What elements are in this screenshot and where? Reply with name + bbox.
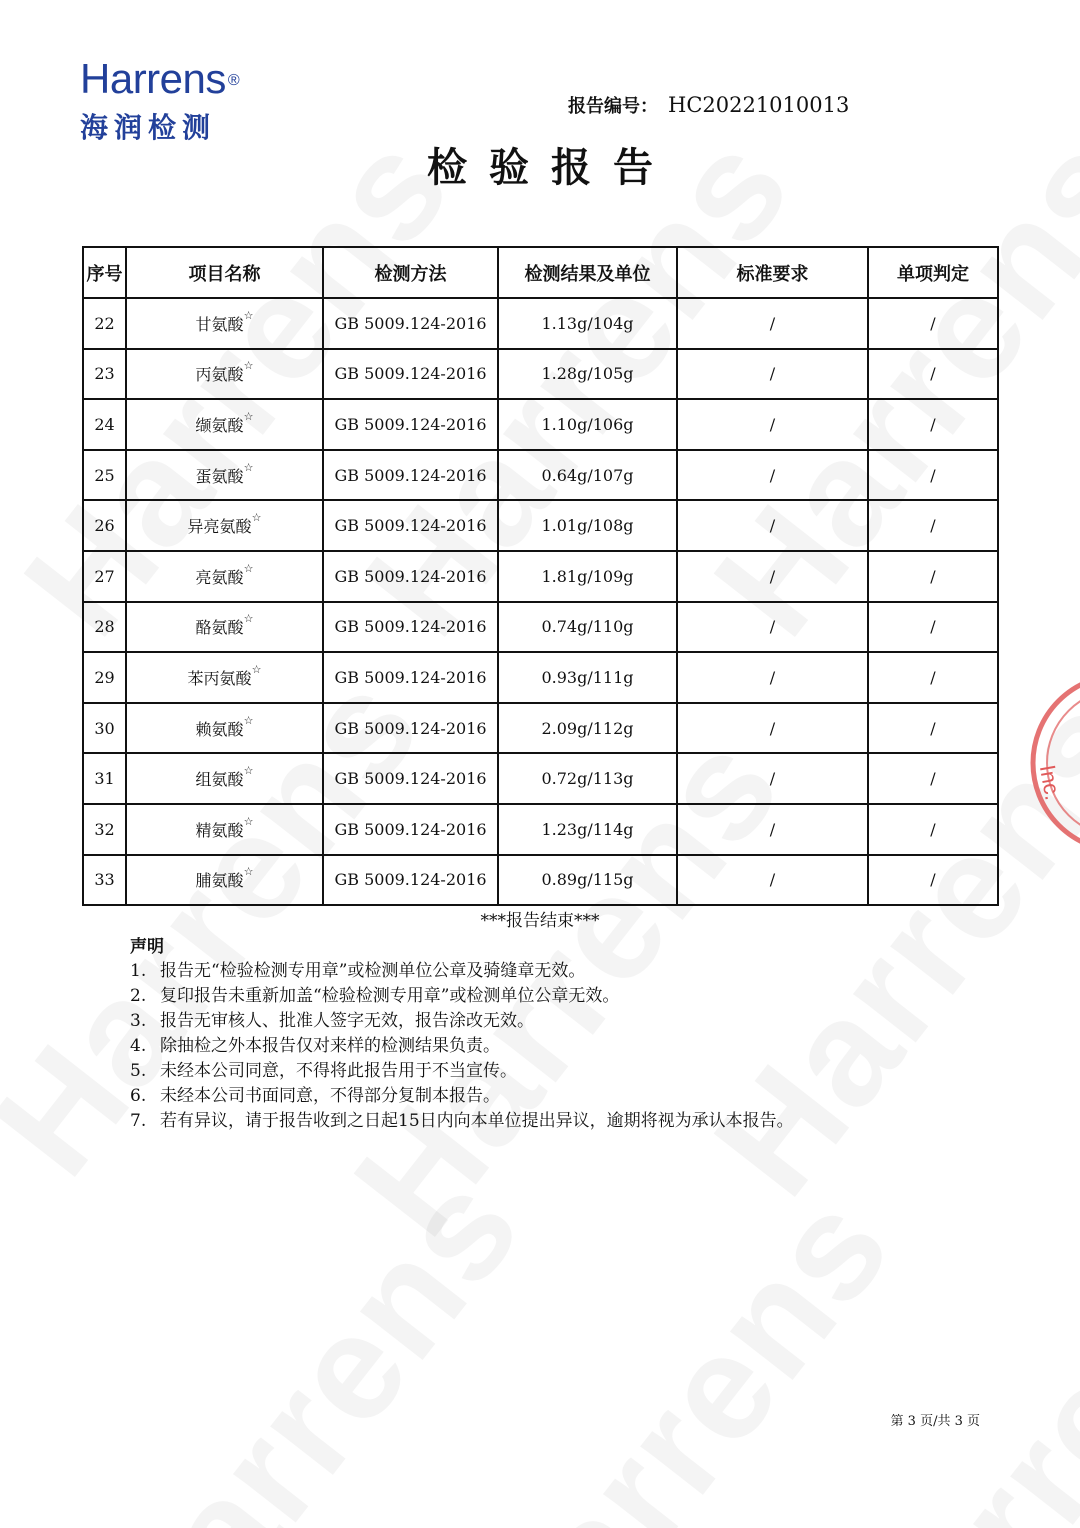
cell-standard-text: / [769, 516, 776, 536]
cell-standard [677, 855, 868, 906]
declaration-item-text: 未经本公司同意，不得将此报告用于不当宣传。 [160, 1061, 517, 1081]
cell-item-text: 组氨酸 [195, 770, 244, 790]
header-item: 项目名称 [126, 247, 323, 298]
table-row [83, 500, 998, 551]
table-row [83, 551, 998, 602]
star-icon: ☆ [243, 713, 254, 727]
cell-item-text: 蛋氨酸 [195, 466, 244, 486]
header-no: 序号 [83, 247, 126, 298]
cell-judgment [868, 551, 998, 602]
cell-judgment [868, 450, 998, 501]
cell-method [323, 450, 498, 501]
cell-item [126, 602, 323, 653]
cell-method-text: GB 5009.124-2016 [334, 414, 487, 434]
cell-method [323, 551, 498, 602]
declaration [130, 932, 1010, 1134]
cell-result [498, 551, 677, 602]
cell-no [83, 450, 126, 501]
cell-standard [677, 652, 868, 703]
declaration-item-number: 5. [130, 1061, 147, 1081]
cell-item-text: 酪氨酸 [195, 618, 244, 638]
cell-method-text: GB 5009.124-2016 [334, 465, 487, 485]
cell-standard-text: / [769, 566, 776, 586]
cell-standard [677, 450, 868, 501]
logo-brand-en: Harrens [80, 55, 226, 102]
declaration-item-number: 4. [130, 1036, 147, 1056]
cell-judgment [868, 855, 998, 906]
cell-method-text: GB 5009.124-2016 [334, 718, 487, 738]
cell-standard [677, 602, 868, 653]
cell-result-text: 0.74g/110g [541, 617, 634, 637]
cell-method-text: GB 5009.124-2016 [334, 667, 487, 687]
cell-judgment [868, 753, 998, 804]
cell-standard [677, 753, 868, 804]
cell-item-text: 缬氨酸 [195, 415, 244, 435]
cell-item [126, 804, 323, 855]
cell-result-text: 0.72g/113g [541, 769, 634, 789]
cell-result [498, 298, 677, 349]
cell-judgment-text: / [930, 870, 936, 890]
declaration-item-text: 除抽检之外本报告仅对来样的检测结果负责。 [160, 1036, 500, 1056]
cell-item-text: 苯丙氨酸 [187, 668, 252, 688]
cell-method-text: GB 5009.124-2016 [334, 364, 487, 384]
cell-judgment [868, 349, 998, 400]
star-icon: ☆ [251, 511, 262, 525]
cell-method [323, 399, 498, 450]
cell-method-text: GB 5009.124-2016 [334, 769, 487, 789]
cell-standard-text: / [769, 667, 776, 687]
cell-item [126, 500, 323, 551]
declaration-item-number: 1. [130, 961, 147, 981]
watermark-text [430, 1162, 924, 1528]
cell-method-text: GB 5009.124-2016 [334, 313, 487, 333]
table-row [83, 753, 998, 804]
cell-method-text: GB 5009.124-2016 [334, 617, 487, 637]
cell-no [83, 349, 126, 400]
cell-standard-text: / [769, 870, 776, 890]
table-row [83, 703, 998, 754]
cell-result-text: 1.13g/104g [541, 313, 634, 333]
star-icon: ☆ [243, 409, 254, 423]
table-row [83, 602, 998, 653]
declaration-item [130, 1034, 1010, 1059]
cell-result [498, 602, 677, 653]
cell-standard [677, 703, 868, 754]
declaration-item-text: 报告无“检验检测专用章”或检测单位公章及骑缝章无效。 [160, 961, 586, 981]
declaration-item-text: 若有异议，请于报告收到之日起15日内向本单位提出异议，逾期将视为承认本报告。 [160, 1111, 794, 1131]
cell-no [83, 500, 126, 551]
logo-brand-cn: 海润检测 [80, 111, 217, 144]
cell-no [83, 753, 126, 804]
cell-no [83, 298, 126, 349]
cell-standard [677, 298, 868, 349]
seal-text: Inc. [1034, 762, 1066, 803]
page-title: 检验报告 [427, 145, 675, 191]
declaration-item-number: 3. [130, 1011, 147, 1031]
cell-result [498, 500, 677, 551]
cell-method [323, 652, 498, 703]
star-icon: ☆ [243, 612, 254, 626]
results-table [82, 246, 999, 906]
declaration-item-number: 7. [130, 1111, 147, 1131]
cell-method [323, 753, 498, 804]
cell-standard-text: / [769, 364, 776, 384]
cell-standard [677, 399, 868, 450]
cell-no-text: 28 [94, 617, 115, 637]
watermark-text [60, 1142, 554, 1528]
declaration-item [130, 1109, 1010, 1134]
cell-result-text: 1.28g/105g [541, 364, 634, 384]
header-result: 检测结果及单位 [498, 247, 677, 298]
cell-no-text: 25 [94, 465, 115, 485]
star-icon: ☆ [243, 359, 254, 373]
cell-method [323, 349, 498, 400]
cell-judgment [868, 804, 998, 855]
table-row [83, 804, 998, 855]
cell-item-text: 异亮氨酸 [187, 517, 252, 537]
cell-result [498, 804, 677, 855]
cell-item-text: 赖氨酸 [195, 719, 244, 739]
cell-item-text: 亮氨酸 [195, 567, 244, 587]
declaration-item [130, 1084, 1010, 1109]
cell-result-text: 1.81g/109g [541, 566, 634, 586]
report-number-label: 报告编号： [568, 96, 658, 117]
cell-standard-text: / [769, 769, 776, 789]
company-logo [80, 55, 240, 146]
declaration-item [130, 959, 1010, 984]
cell-item [126, 399, 323, 450]
cell-item-text: 丙氨酸 [195, 365, 244, 385]
cell-judgment-text: / [930, 667, 936, 687]
report-number [568, 92, 849, 118]
cell-no-text: 27 [94, 566, 115, 586]
cell-item [126, 703, 323, 754]
header-standard: 标准要求 [677, 247, 868, 298]
cell-result [498, 399, 677, 450]
cell-standard-text: / [769, 465, 776, 485]
cell-standard-text: / [769, 313, 776, 333]
report-number-value: HC20221010013 [668, 93, 850, 117]
registered-mark: ® [227, 72, 240, 89]
cell-no-text: 24 [94, 414, 115, 434]
cell-no-text: 33 [94, 870, 115, 890]
table-row [83, 450, 998, 501]
cell-judgment-text: / [930, 617, 936, 637]
cell-method [323, 855, 498, 906]
cell-no [83, 652, 126, 703]
declaration-item [130, 1009, 1010, 1034]
cell-judgment [868, 500, 998, 551]
table-row [83, 399, 998, 450]
table-row [83, 349, 998, 400]
table-header-row [83, 247, 998, 298]
cell-no-text: 26 [94, 516, 115, 536]
cell-standard [677, 551, 868, 602]
cell-method [323, 703, 498, 754]
star-icon: ☆ [243, 561, 254, 575]
header-method: 检测方法 [323, 247, 498, 298]
cell-no-text: 29 [94, 667, 115, 687]
declaration-item [130, 1059, 1010, 1084]
cell-item [126, 753, 323, 804]
cell-item [126, 855, 323, 906]
cell-result [498, 450, 677, 501]
cell-item [126, 450, 323, 501]
declaration-item-text: 报告无审核人、批准人签字无效，报告涂改无效。 [160, 1011, 534, 1031]
report-end-mark: ***报告结束*** [480, 911, 600, 931]
cell-method-text: GB 5009.124-2016 [334, 566, 487, 586]
cell-item [126, 349, 323, 400]
cell-judgment [868, 652, 998, 703]
cell-standard-text: / [769, 819, 776, 839]
cell-method-text: GB 5009.124-2016 [334, 819, 487, 839]
star-icon: ☆ [243, 814, 254, 828]
cell-standard [677, 349, 868, 400]
cell-result [498, 855, 677, 906]
cell-judgment-text: / [930, 819, 936, 839]
cell-method-text: GB 5009.124-2016 [334, 870, 487, 890]
cell-judgment-text: / [930, 313, 936, 333]
cell-no [83, 399, 126, 450]
cell-result [498, 652, 677, 703]
cell-no-text: 32 [94, 819, 115, 839]
cell-no-text: 31 [94, 769, 115, 789]
cell-no-text: 23 [94, 364, 115, 384]
cell-no [83, 703, 126, 754]
cell-judgment [868, 703, 998, 754]
cell-judgment-text: / [930, 718, 936, 738]
cell-method [323, 804, 498, 855]
cell-item-text: 甘氨酸 [195, 314, 244, 334]
declaration-item-number: 2. [130, 986, 147, 1006]
cell-result-text: 2.09g/112g [541, 718, 634, 738]
declaration-title: 声明 [130, 937, 164, 957]
cell-judgment-text: / [930, 516, 936, 536]
declaration-item-text: 未经本公司书面同意，不得部分复制本报告。 [160, 1086, 500, 1106]
header-judgment: 单项判定 [868, 247, 998, 298]
cell-standard [677, 804, 868, 855]
cell-result [498, 753, 677, 804]
cell-result-text: 1.01g/108g [541, 516, 634, 536]
cell-result-text: 0.93g/111g [541, 667, 634, 687]
cell-no [83, 551, 126, 602]
cell-judgment-text: / [930, 769, 936, 789]
table-row [83, 652, 998, 703]
cell-item-text: 脯氨酸 [195, 871, 244, 891]
cell-item [126, 652, 323, 703]
cell-standard-text: / [769, 617, 776, 637]
cell-method [323, 298, 498, 349]
cell-judgment-text: / [930, 465, 936, 485]
declaration-item [130, 984, 1010, 1009]
cell-result-text: 0.89g/115g [541, 870, 634, 890]
cell-method [323, 500, 498, 551]
star-icon: ☆ [251, 662, 262, 676]
cell-no-text: 30 [94, 718, 115, 738]
cell-judgment [868, 602, 998, 653]
star-icon: ☆ [243, 865, 254, 879]
table-row [83, 855, 998, 906]
cell-judgment [868, 298, 998, 349]
cell-item [126, 298, 323, 349]
company-seal [1026, 668, 1080, 858]
cell-no [83, 602, 126, 653]
cell-result-text: 1.23g/114g [541, 819, 634, 839]
cell-result-text: 0.64g/107g [541, 465, 634, 485]
declaration-item-text: 复印报告未重新加盖“检验检测专用章”或检测单位公章无效。 [160, 986, 620, 1006]
cell-judgment-text: / [930, 414, 936, 434]
cell-judgment [868, 399, 998, 450]
star-icon: ☆ [243, 308, 254, 322]
star-icon: ☆ [243, 460, 254, 474]
cell-no [83, 855, 126, 906]
declaration-item-number: 6. [130, 1086, 147, 1106]
cell-judgment-text: / [930, 566, 936, 586]
table-row [83, 298, 998, 349]
watermark-text [800, 1192, 1080, 1528]
cell-item-text: 精氨酸 [195, 820, 244, 840]
cell-result [498, 703, 677, 754]
cell-standard-text: / [769, 718, 776, 738]
cell-no [83, 804, 126, 855]
cell-judgment-text: / [930, 364, 936, 384]
cell-result [498, 349, 677, 400]
cell-standard-text: / [769, 414, 776, 434]
cell-method [323, 602, 498, 653]
cell-method-text: GB 5009.124-2016 [334, 516, 487, 536]
page-number: 第 3 页/共 3 页 [890, 1414, 980, 1429]
cell-no-text: 22 [94, 313, 115, 333]
cell-standard [677, 500, 868, 551]
star-icon: ☆ [243, 764, 254, 778]
cell-item [126, 551, 323, 602]
cell-result-text: 1.10g/106g [541, 414, 634, 434]
